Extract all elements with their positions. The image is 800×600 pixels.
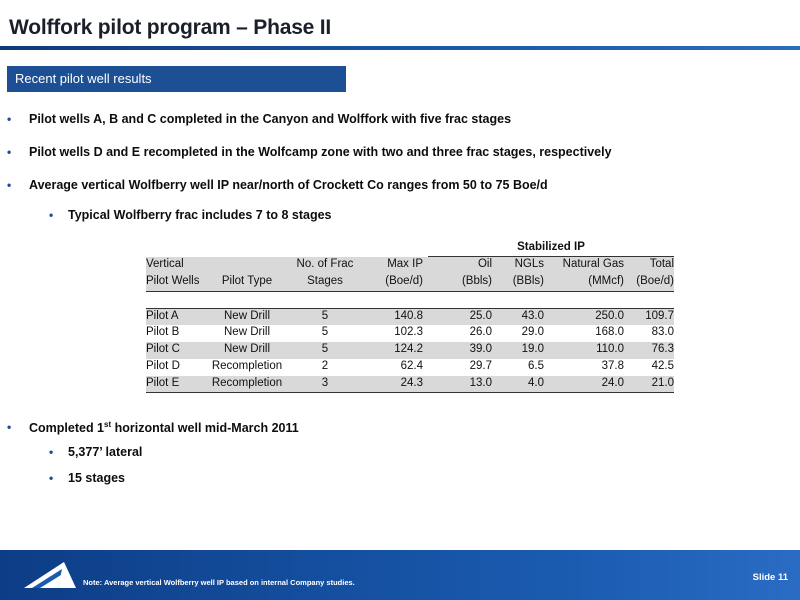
cell-total: 42.5 bbox=[651, 360, 674, 372]
bullet-dot-icon: • bbox=[7, 178, 12, 192]
footer-note: Note: Average vertical Wolfberry well IP based on internal Company studies. bbox=[83, 578, 355, 587]
header-oil-1: Oil bbox=[477, 258, 492, 270]
cell-stages: 5 bbox=[321, 343, 329, 355]
cell-well: Pilot D bbox=[146, 360, 180, 372]
cell-total: 21.0 bbox=[651, 377, 674, 389]
bullet-dot-icon: • bbox=[7, 112, 12, 126]
cell-total: 76.3 bbox=[651, 343, 674, 355]
cell-type: New Drill bbox=[224, 343, 270, 355]
cell-ngls: 29.0 bbox=[521, 326, 544, 338]
bullet-item bbox=[7, 178, 548, 192]
stabilized-ip-label: Stabilized IP bbox=[517, 241, 585, 253]
header-frac-stages-1: No. of Frac bbox=[296, 258, 354, 270]
sub-bullet-item bbox=[49, 445, 143, 459]
cell-gas: 110.0 bbox=[596, 343, 624, 355]
cell-max-ip: 62.4 bbox=[400, 360, 423, 372]
bullet-dot-icon: • bbox=[7, 420, 12, 434]
table-header-row bbox=[146, 257, 674, 274]
title-underline bbox=[0, 46, 800, 50]
bullet-item bbox=[7, 145, 612, 159]
cell-max-ip: 102.3 bbox=[394, 326, 423, 338]
cell-well: Pilot A bbox=[146, 310, 179, 322]
bullet-dot-icon: • bbox=[7, 145, 12, 159]
header-total-1: Total bbox=[649, 258, 674, 270]
header-oil-2: (Bbls) bbox=[461, 275, 492, 287]
header-pilot-wells-2: Pilot Wells bbox=[146, 275, 200, 287]
bullet-text: Average vertical Wolfberry well IP near/north of Crockett Co ranges from 50 to 75 Boe/d bbox=[29, 178, 548, 192]
table-group-header-row bbox=[146, 240, 674, 257]
header-frac-stages-2: Stages bbox=[307, 275, 343, 287]
cell-type: Recompletion bbox=[211, 377, 283, 389]
cell-oil: 25.0 bbox=[469, 310, 492, 322]
header-gas-2: (MMcf) bbox=[588, 275, 624, 287]
cell-type: Recompletion bbox=[211, 360, 283, 372]
cell-oil: 26.0 bbox=[469, 326, 492, 338]
bullet-text: Typical Wolfberry frac includes 7 to 8 stages bbox=[68, 208, 332, 222]
ordinal-suffix: st bbox=[104, 420, 112, 429]
cell-gas: 168.0 bbox=[595, 326, 624, 338]
bullet-dot-icon: • bbox=[49, 445, 54, 459]
cell-ngls: 43.0 bbox=[521, 310, 544, 322]
header-total-2: (Boe/d) bbox=[636, 275, 674, 287]
pilot-results-table bbox=[146, 240, 674, 393]
cell-ngls: 19.0 bbox=[521, 343, 544, 355]
table-row bbox=[146, 342, 674, 359]
cell-stages: 5 bbox=[321, 310, 329, 322]
header-ngls-1: NGLs bbox=[514, 258, 544, 270]
cell-well: Pilot E bbox=[146, 377, 180, 389]
bullet-text-post: horizontal well mid-March 2011 bbox=[111, 421, 299, 436]
bullet-text: 15 stages bbox=[68, 471, 125, 485]
cell-stages: 2 bbox=[321, 360, 329, 372]
cell-stages: 3 bbox=[321, 377, 329, 389]
cell-max-ip: 124.2 bbox=[394, 343, 423, 355]
bullet-item bbox=[7, 112, 512, 126]
table-row bbox=[146, 325, 674, 342]
cell-oil: 39.0 bbox=[469, 343, 492, 355]
page-title: Wolffork pilot program – Phase II bbox=[9, 16, 332, 39]
bullet-item bbox=[7, 420, 299, 436]
cell-well: Pilot B bbox=[146, 326, 180, 338]
header-gas-1: Natural Gas bbox=[562, 258, 624, 270]
bullet-text: 5,377’ lateral bbox=[68, 445, 143, 459]
sub-bullet-item bbox=[49, 208, 332, 222]
table-row bbox=[146, 376, 674, 393]
stabilized-ip-header bbox=[428, 240, 674, 257]
cell-oil: 29.7 bbox=[469, 360, 492, 372]
cell-max-ip: 24.3 bbox=[400, 377, 423, 389]
cell-total: 83.0 bbox=[651, 326, 674, 338]
cell-ngls: 6.5 bbox=[528, 360, 544, 372]
cell-stages: 5 bbox=[321, 326, 329, 338]
cell-gas: 250.0 bbox=[595, 310, 624, 322]
bullet-dot-icon: • bbox=[49, 471, 54, 485]
cell-max-ip: 140.8 bbox=[394, 310, 423, 322]
cell-total: 109.7 bbox=[645, 310, 674, 322]
cell-oil: 13.0 bbox=[469, 377, 492, 389]
slide-number: Slide 11 bbox=[752, 572, 788, 583]
bullet-text-pre: Completed 1 bbox=[29, 421, 105, 436]
footer-bar bbox=[0, 550, 800, 600]
company-logo-icon bbox=[22, 560, 78, 590]
table-spacer-row bbox=[146, 291, 674, 308]
table-header-row bbox=[146, 274, 674, 291]
cell-well: Pilot C bbox=[146, 343, 180, 355]
cell-type: New Drill bbox=[224, 326, 270, 338]
cell-type: New Drill bbox=[224, 310, 270, 322]
header-pilot-type-2: Pilot Type bbox=[221, 275, 273, 287]
header-max-ip-1: Max IP bbox=[387, 258, 423, 270]
sub-bullet-item bbox=[49, 471, 125, 485]
cell-ngls: 4.0 bbox=[528, 377, 544, 389]
table-row bbox=[146, 308, 674, 325]
header-pilot-wells-1: Vertical bbox=[146, 258, 184, 270]
bullet-dot-icon: • bbox=[49, 208, 54, 222]
header-max-ip-2: (Boe/d) bbox=[385, 275, 423, 287]
cell-gas: 24.0 bbox=[601, 377, 624, 389]
header-ngls-2: (BBls) bbox=[512, 275, 544, 287]
cell-gas: 37.8 bbox=[601, 360, 624, 372]
section-banner: Recent pilot well results bbox=[7, 66, 346, 92]
table-row bbox=[146, 359, 674, 376]
bullet-text: Pilot wells A, B and C completed in the Canyon and Wolffork with five frac stages bbox=[29, 112, 512, 126]
bullet-text: Pilot wells D and E recompleted in the Wolfcamp zone with two and three frac stages, respectively bbox=[29, 145, 612, 159]
